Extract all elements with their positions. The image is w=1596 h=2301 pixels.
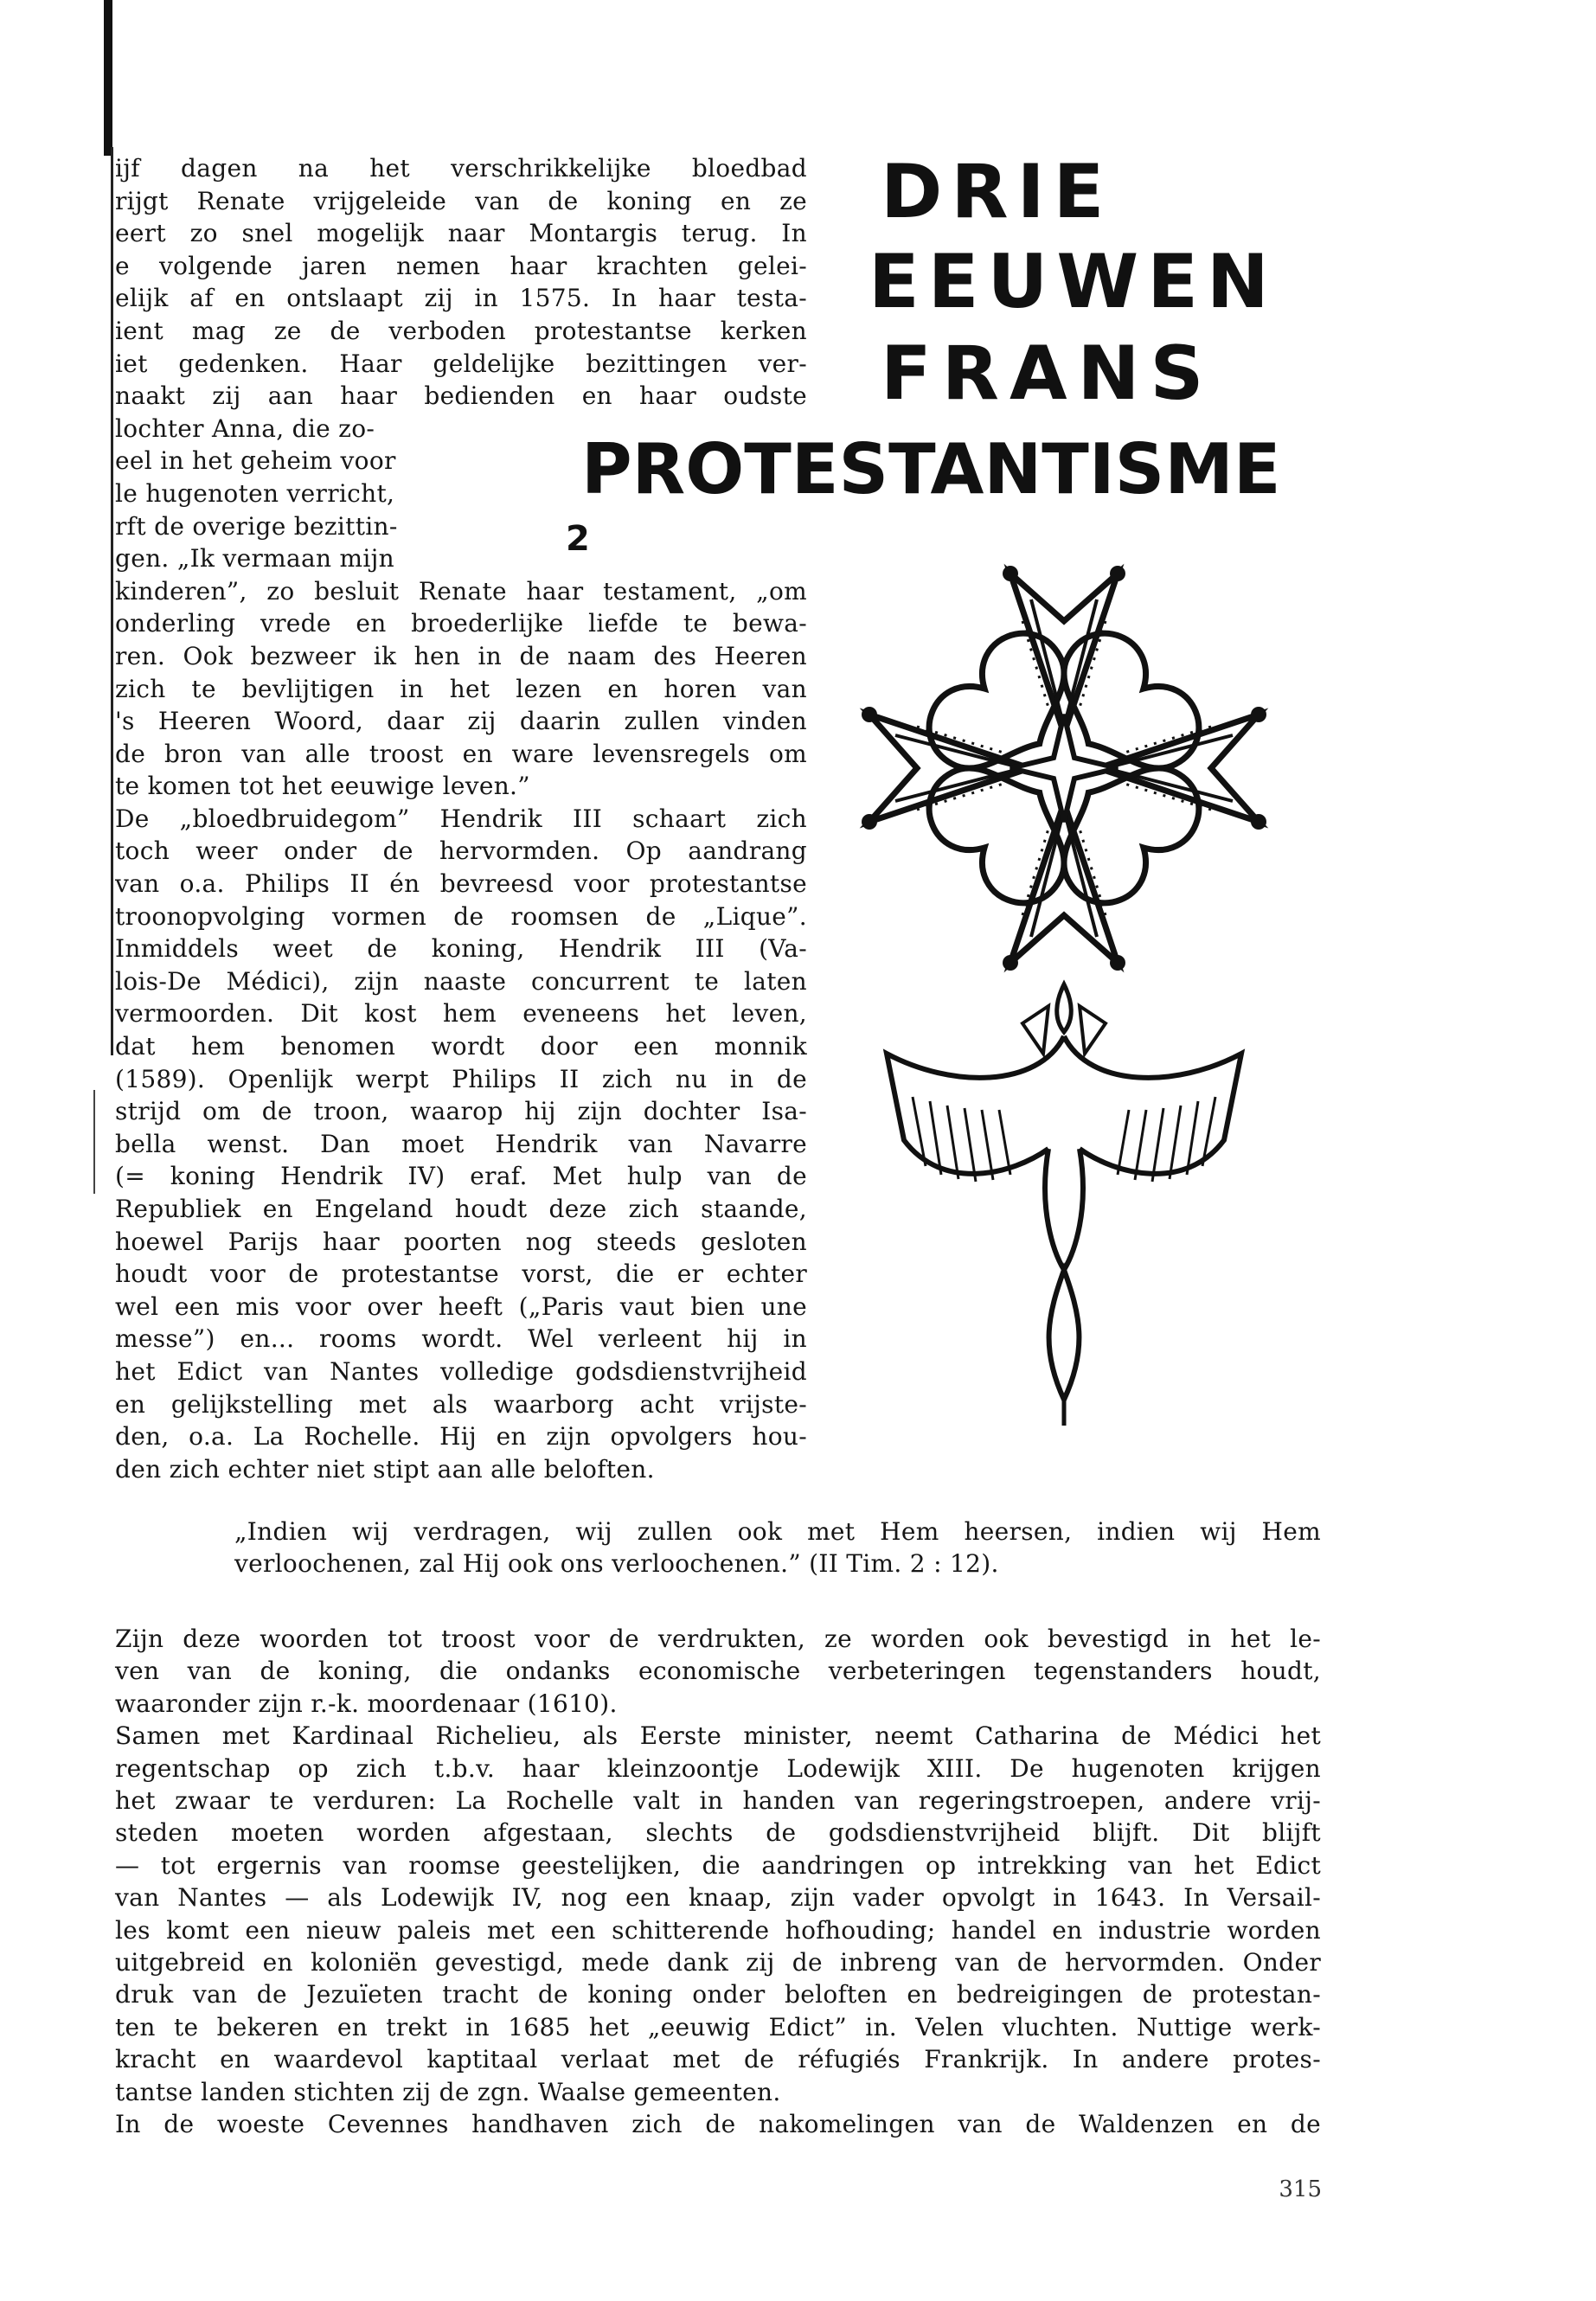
text-line: wel een mis voor over heeft („Paris vaut bien une (115, 1292, 807, 1321)
title-line-1: DRIE (881, 149, 1113, 235)
text-line: (1589). Openlijk werpt Philips II zich nu in de (115, 1064, 807, 1093)
text-line: vermoorden. Dit kost hem eveneens het leven, (115, 999, 807, 1029)
text-line: Republiek en Engeland houdt deze zich staande, (115, 1195, 807, 1223)
text-line: het Edict van Nantes volledige godsdienstvrijheid (115, 1356, 807, 1386)
text-line: te komen tot het eeuwige leven.” (115, 772, 530, 801)
text-line: iet gedenken. Haar geldelijke bezittingen ver- (115, 349, 807, 378)
column-text (115, 152, 807, 1485)
text-line: eel in het geheim voor (115, 446, 396, 476)
text-line: De „bloedbruidegom” Hendrik III schaart zich (115, 804, 807, 833)
title-line-3: FRANS (881, 330, 1215, 417)
text-line: gen. „Ik vermaan mijn (115, 544, 394, 574)
text-line: kinderen”, zo besluit Renate haar testament, „om (115, 576, 807, 606)
text-line: van o.a. Philips II én bevreesd voor protestantse (115, 869, 807, 899)
text-line: e volgende jaren nemen haar krachten gelei- (115, 251, 807, 280)
binding-edge-mark (93, 1090, 95, 1194)
text-line: waaronder zijn r.-k. moordenaar (1610). (115, 1689, 618, 1718)
text-line: onderling vrede en broederlijke liefde te bewa- (115, 609, 807, 638)
text-line: de bron van alle troost en ware levensregels om (115, 739, 807, 768)
text-line: lois-De Médici), zijn naaste concurrent te laten (115, 966, 807, 996)
text-line: toch weer onder de hervormden. Op aandrang (115, 836, 807, 866)
text-line: — tot ergernis van roomse geestelijken, die aandringen op intrekking van het Edict (115, 1850, 1321, 1880)
text-line: Inmiddels weet de koning, Hendrik III (Va- (115, 934, 807, 964)
text-line: steden moeten worden afgestaan, slechts de godsdienstvrijheid blijft. Dit blijft (115, 1818, 1321, 1848)
text-line: verloochenen, zal Hij ook ons verloochenen.” (II Tim. 2 : 12). (234, 1549, 999, 1578)
title-line-4: PROTESTANTISME (581, 429, 1281, 510)
bible-quote (234, 1516, 1321, 1580)
page-number: 315 (1279, 2176, 1322, 2202)
text-line: zich te bevlijtigen in het lezen en horen van (115, 674, 807, 703)
text-line: ient mag ze de verboden protestantse kerken (115, 316, 807, 345)
text-line: regentschap op zich t.b.v. haar kleinzoontje Lodewijk XIII. De hugenoten krijgen (115, 1753, 1321, 1783)
text-line: „Indien wij verdragen, wij zullen ook met Hem heersen, indien wij Hem (234, 1517, 1321, 1546)
text-line: ijf dagen na het verschrikkelijke bloedbad (115, 154, 807, 183)
text-line: elijk af en ontslaapt zij in 1575. In haar testa- (115, 284, 807, 313)
text-line: van Nantes — als Lodewijk IV, nog een knaap, zijn vader opvolgt in 1643. In Versail- (115, 1883, 1321, 1913)
text-line: messe”) en... rooms wordt. Wel verleent hij in (115, 1324, 807, 1354)
text-line: troonopvolging vormen de roomsen de „Lique”. (115, 901, 807, 931)
text-line: uitgebreid en koloniën gevestigd, mede dank zij de inbreng van de hervormden. Onder (115, 1948, 1321, 1977)
text-line: les komt een nieuw paleis met een schitterende hofhouding; handel en industrie worden (115, 1915, 1321, 1945)
binding-edge (104, 0, 112, 156)
text-line: en gelijkstelling met als waarborg acht vrijste- (115, 1389, 807, 1419)
text-line: Zijn deze woorden tot troost voor de verdrukten, ze worden ook bevestigd in het le- (115, 1625, 1321, 1653)
binding-edge-line (111, 147, 113, 1055)
cross-body (862, 566, 1266, 971)
text-line: rijgt Renate vrijgeleide van de koning en ze (115, 186, 807, 215)
dove (887, 984, 1241, 1426)
text-line: het zwaar te verduren: La Rochelle valt in handen van regeringstroepen, andere vrij- (115, 1786, 1321, 1816)
title-line-2: EEUWEN (869, 239, 1278, 325)
text-line: druk van de Jezuïeten tracht de koning onder beloften en bedreigingen de protestan- (115, 1980, 1321, 2009)
text-line: 's Heeren Woord, daar zij daarin zullen vinden (115, 707, 807, 736)
text-line: (= koning Hendrik IV) eraf. Met hulp van de (115, 1162, 807, 1191)
text-line: ten te bekeren en trekt in 1685 het „eeuwig Edict” in. Velen vluchten. Nuttige werk- (115, 2012, 1321, 2041)
text-line: naakt zij aan haar bedienden en haar oudste (115, 381, 807, 411)
text-line: In de woeste Cevennes handhaven zich de nakomelingen van de Waldenzen en de (115, 2110, 1321, 2139)
text-line: lochter Anna, die zo- (115, 413, 375, 443)
text-line: houdt voor de protestantse vorst, die er echter (115, 1259, 807, 1289)
text-line: ven van de koning, die ondanks economische verbeteringen tegenstanders houdt, (115, 1657, 1321, 1686)
text-line: bella wenst. Dan moet Hendrik van Navarre (115, 1129, 807, 1158)
text-line: tantse landen stichten zij de zgn. Waalse gemeenten. (115, 2077, 781, 2106)
text-line: le hugenoten verricht, (115, 478, 395, 508)
text-line: ren. Ook bezweer ik hen in de naam des Heeren (115, 641, 807, 670)
part-number: 2 (566, 519, 590, 559)
text-line: strijd om de troon, waarop hij zijn dochter Isa- (115, 1097, 807, 1126)
huguenot-cross-icon (822, 535, 1306, 1434)
text-line: dat hem benomen wordt door een monnik (115, 1032, 807, 1061)
text-line: kracht en waardevol kaptitaal verlaat met de réfugiés Frankrijk. In andere protes- (115, 2045, 1321, 2074)
text-line: hoewel Parijs haar poorten nog steeds gesloten (115, 1227, 807, 1256)
body-text (115, 1623, 1321, 2141)
text-line: eert zo snel mogelijk naar Montargis terug. In (115, 219, 807, 248)
text-line: rft de overige bezittin- (115, 511, 398, 541)
text-line: den zich echter niet stipt aan alle beloften. (115, 1454, 655, 1484)
text-line: den, o.a. La Rochelle. Hij en zijn opvolgers hou- (115, 1422, 807, 1452)
text-line: Samen met Kardinaal Richelieu, als Eerste minister, neemt Catharina de Médici het (115, 1721, 1321, 1751)
